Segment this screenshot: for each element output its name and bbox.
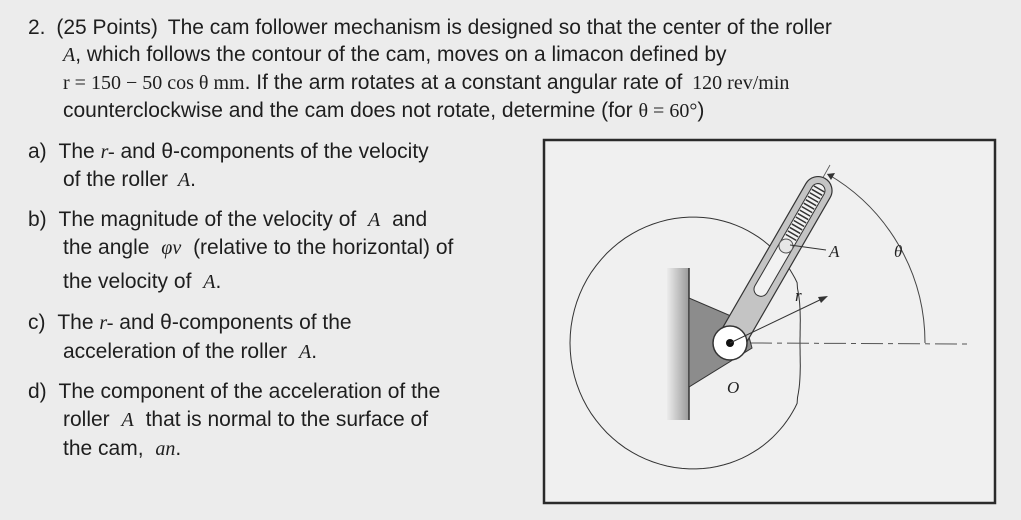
label-A: A	[829, 242, 840, 261]
limacon-equation: r = 150 − 50 cos θ mm	[63, 72, 245, 94]
theta-value: θ = 60°	[638, 100, 698, 122]
label-r: r	[795, 286, 802, 305]
problem-line-4: counterclockwise and the cam does not rotate, determine (for θ = 60°)	[63, 99, 705, 122]
problem-line-3: r = 150 − 50 cos θ mm. If the arm rotates at a constant angular rate of 120 rev/min	[63, 71, 790, 94]
problem-line-1: 2. (25 Points) The cam follower mechanism is designed so that the center of the roller	[28, 16, 832, 39]
problem-line-2: A, which follows the contour of the cam, moves on a limacon defined by	[63, 43, 727, 66]
problem-number: 2.	[28, 16, 46, 39]
fixed-wall	[667, 268, 689, 420]
problem-points: (25 Points)	[56, 16, 158, 39]
label-theta: θ	[894, 242, 903, 261]
figure-frame	[544, 140, 995, 503]
angular-rate: 120 rev/min	[692, 72, 790, 94]
label-O: O	[727, 378, 740, 397]
